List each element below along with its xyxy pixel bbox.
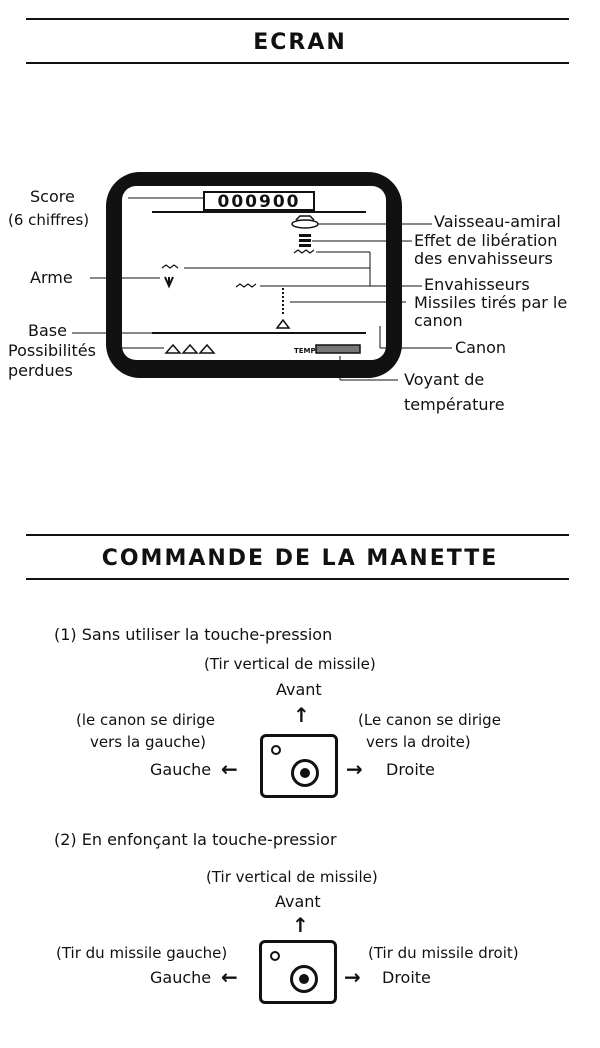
control-1-left-label: Gauche	[150, 760, 212, 779]
callout-voyant-1: Voyant de	[404, 370, 485, 389]
temp-gauge	[316, 345, 360, 353]
control-2-up-note: (Tir vertical de missile)	[206, 868, 378, 886]
top-rule-2	[26, 534, 569, 536]
joystick-diagram-1	[260, 734, 338, 798]
bottom-rule-2	[26, 578, 569, 580]
control-2-right-label: Droite	[382, 968, 431, 987]
callout-effet-1: Effet de libération	[414, 231, 558, 250]
callout-envahisseurs: Envahisseurs	[424, 275, 530, 294]
control-2-heading: (2) En enfonçant la touche-pressior	[54, 830, 337, 849]
control-1-left-note-2: vers la gauche)	[90, 733, 207, 751]
section-title-commande: COMMANDE DE LA MANETTE	[101, 546, 499, 571]
section-title-ecran: ECRAN	[253, 30, 347, 55]
stick-icon	[290, 965, 318, 993]
control-2-left-note: (Tir du missile gauche)	[56, 944, 228, 962]
callout-score: Score	[30, 187, 75, 206]
control-1-up-label: Avant	[276, 680, 322, 699]
callout-base: Base	[28, 321, 67, 340]
callout-possibilites-2: perdues	[8, 361, 73, 380]
control-1-up-arrow: ↑	[293, 703, 310, 727]
callout-voyant-2: température	[404, 395, 505, 414]
control-2-up-label: Avant	[275, 892, 321, 911]
control-2-right-arrow: →	[344, 965, 361, 989]
control-2-left-label: Gauche	[150, 968, 212, 987]
temp-label: TEMP	[294, 347, 316, 355]
control-2-up-arrow: ↑	[292, 913, 309, 937]
control-1-right-note-1: (Le canon se dirige	[358, 711, 501, 729]
bottom-rule-1	[26, 62, 569, 64]
callout-missiles-1: Missiles tirés par le	[414, 293, 568, 312]
score-display: 000900	[217, 192, 301, 212]
fire-button-icon	[270, 951, 280, 961]
control-1-up-note: (Tir vertical de missile)	[204, 655, 376, 673]
callout-possibilites-1: Possibilités	[8, 341, 96, 360]
control-1-right-note-2: vers la droite)	[366, 733, 471, 751]
control-1-heading: (1) Sans utiliser la touche-pression	[54, 625, 333, 644]
control-1-right-arrow: →	[346, 757, 363, 781]
top-rule-1	[26, 18, 569, 20]
control-1-left-arrow: ←	[221, 757, 238, 781]
fire-button-icon	[271, 745, 281, 755]
stick-icon	[291, 759, 319, 787]
callout-missiles-2: canon	[414, 311, 463, 330]
callout-vaisseau: Vaisseau-amiral	[434, 212, 561, 231]
callout-effet-2: des envahisseurs	[414, 249, 553, 268]
control-1-right-label: Droite	[386, 760, 435, 779]
callout-arme: Arme	[30, 268, 73, 287]
joystick-diagram-2	[259, 940, 337, 1004]
control-2-left-arrow: ←	[221, 965, 238, 989]
callout-score-digits: (6 chiffres)	[8, 211, 90, 229]
callout-canon: Canon	[455, 338, 507, 357]
control-2-right-note: (Tir du missile droit)	[368, 944, 519, 962]
control-1-left-note-1: (le canon se dirige	[76, 711, 215, 729]
